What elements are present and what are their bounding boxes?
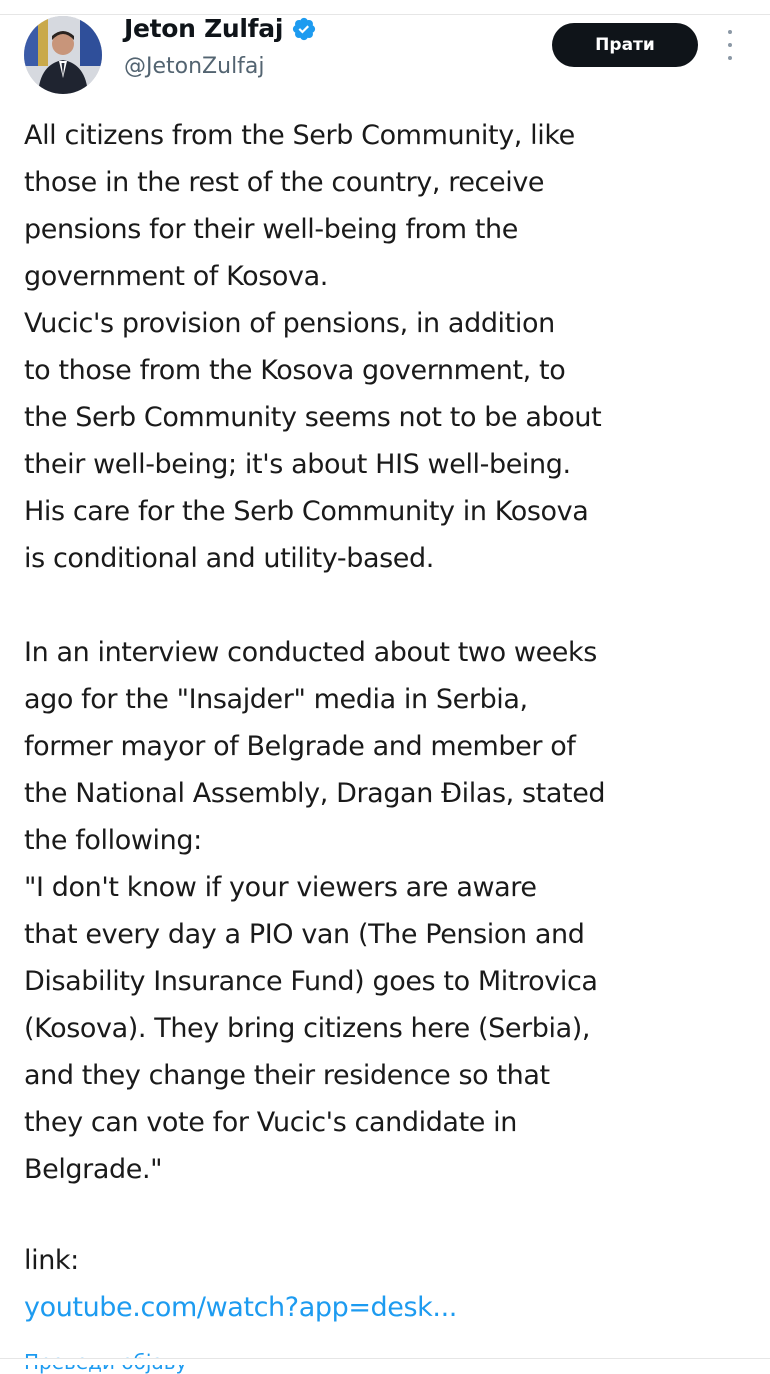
tweet-line: and they change their residence so that bbox=[24, 1060, 550, 1091]
more-dot bbox=[728, 30, 732, 34]
tweet-line: In an interview conducted about two weeks bbox=[24, 637, 597, 668]
tweet-line: former mayor of Belgrade and member of bbox=[24, 731, 576, 762]
tweet-line: "I don't know if your viewers are aware bbox=[24, 872, 537, 903]
author-handle[interactable]: @JetonZulfaj bbox=[124, 54, 265, 79]
link-label: link: bbox=[24, 1245, 79, 1276]
top-divider bbox=[0, 0, 770, 15]
author-display-name[interactable]: Jeton Zulfaj bbox=[124, 14, 284, 43]
tweet-line: (Kosova). They bring citizens here (Serbia), bbox=[24, 1013, 591, 1044]
tweet-line: Vucic's provision of pensions, in addition bbox=[24, 308, 555, 339]
paragraph-gap bbox=[24, 582, 754, 629]
tweet-line: the Serb Community seems not to be about bbox=[24, 402, 602, 433]
more-options-icon[interactable] bbox=[722, 30, 738, 60]
tweet-line: their well-being; it's about HIS well-being. bbox=[24, 449, 571, 480]
tweet-line: to those from the Kosova government, to bbox=[24, 355, 566, 386]
youtube-link[interactable]: youtube.com/watch?app=desk... bbox=[24, 1292, 457, 1323]
more-dot bbox=[728, 56, 732, 60]
avatar-photo bbox=[24, 16, 102, 94]
tweet-line: that every day a PIO van (The Pension and bbox=[24, 919, 585, 950]
tweet-line: Belgrade." bbox=[24, 1154, 163, 1185]
verified-badge-icon bbox=[291, 16, 317, 42]
tweet-line: All citizens from the Serb Community, like bbox=[24, 120, 575, 151]
tweet-line: ago for the "Insajder" media in Serbia, bbox=[24, 684, 528, 715]
follow-button[interactable]: Прати bbox=[552, 23, 698, 67]
tweet-line: is conditional and utility-based. bbox=[24, 543, 434, 574]
author-name-row bbox=[124, 14, 317, 43]
tweet-line: pensions for their well-being from the bbox=[24, 214, 518, 245]
more-dot bbox=[728, 43, 732, 47]
tweet-line: they can vote for Vucic's candidate in bbox=[24, 1107, 517, 1138]
tweet-line: those in the rest of the country, receive bbox=[24, 167, 545, 198]
tweet-line: His care for the Serb Community in Kosova bbox=[24, 496, 589, 527]
tweet-line: government of Kosova. bbox=[24, 261, 328, 292]
tweet-body bbox=[24, 112, 754, 1193]
author-avatar[interactable] bbox=[24, 16, 102, 94]
tweet-line: Disability Insurance Fund) goes to Mitrovica bbox=[24, 966, 598, 997]
tweet-line: the National Assembly, Dragan Đilas, stated bbox=[24, 778, 606, 809]
tweet-line: the following: bbox=[24, 825, 202, 856]
